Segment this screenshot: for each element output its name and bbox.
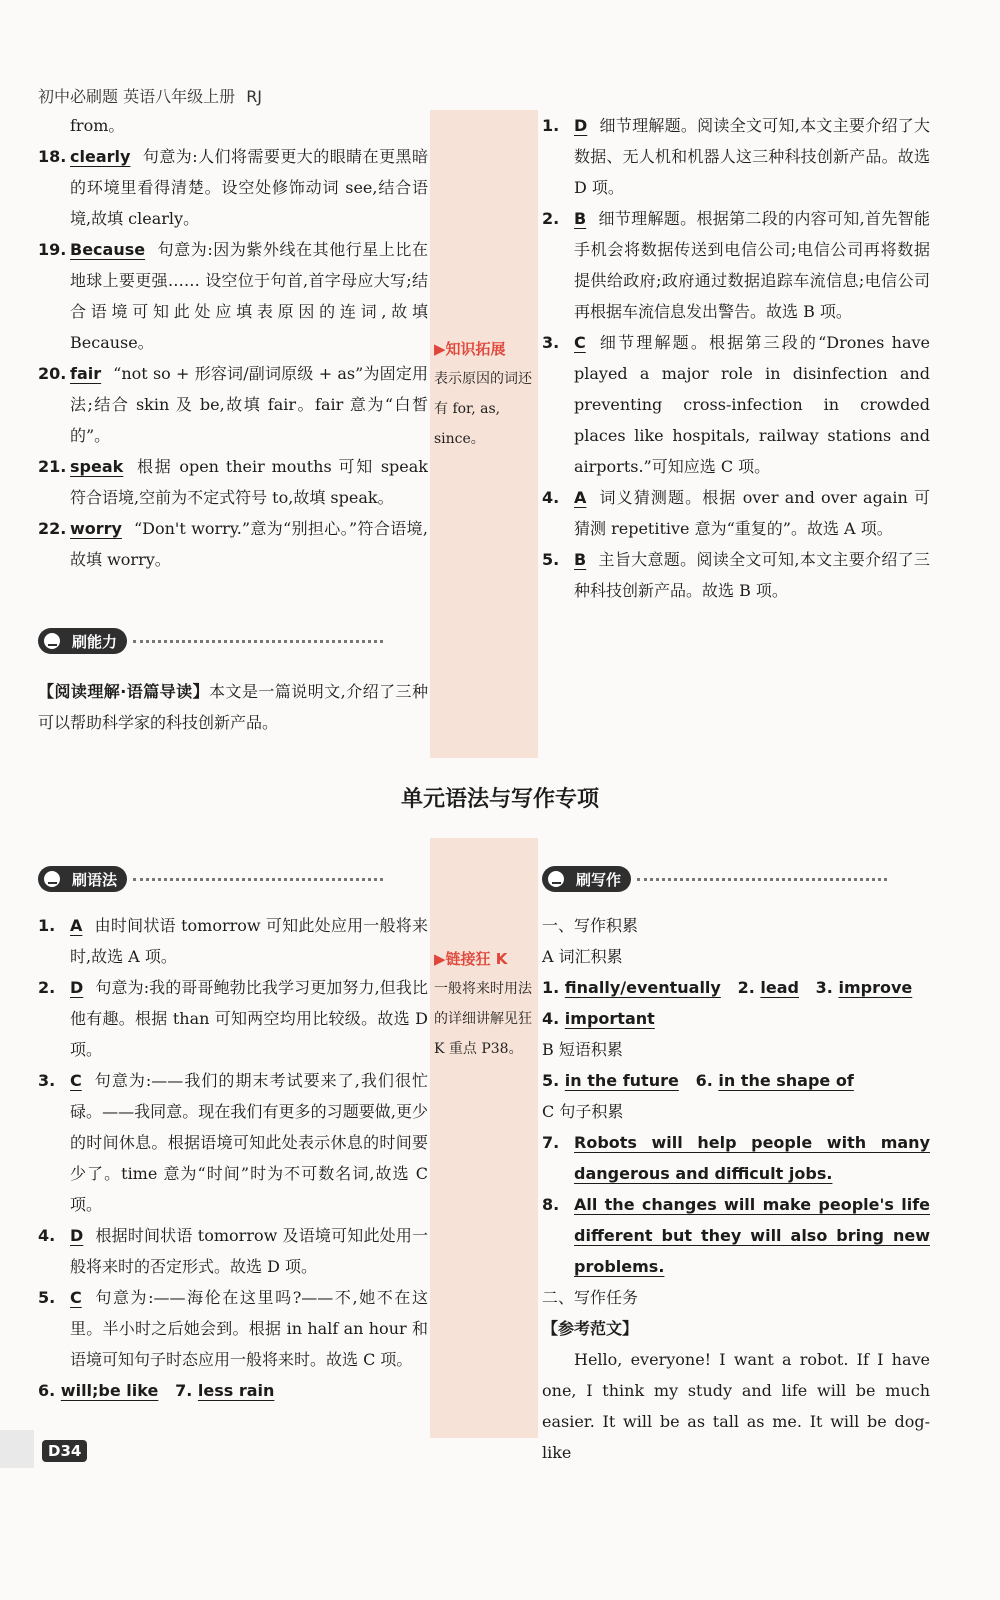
- item-answer: important: [564, 1009, 655, 1028]
- section-title: 单元语法与写作专项: [400, 787, 599, 812]
- item-number: 1.: [542, 116, 560, 135]
- answer-item: [542, 482, 930, 544]
- left-column-top: [38, 110, 428, 575]
- phrase-line: [542, 1065, 930, 1096]
- book-title: 初中必刷题 英语八年级上册: [38, 87, 236, 106]
- item-answer: in the future: [564, 1071, 679, 1090]
- answer-line-6-7: [38, 1375, 428, 1406]
- answer-item: [38, 358, 428, 451]
- item-number: 1.: [38, 916, 56, 935]
- item-number: 3.: [815, 978, 833, 997]
- dotted-divider: [637, 878, 887, 881]
- badge-label: 刷语法: [72, 870, 118, 889]
- item-answer: D: [70, 978, 84, 997]
- vocab-label: A 词汇积累: [542, 947, 623, 966]
- writing-heading: 一、写作积累: [542, 916, 639, 935]
- item-explanation: 根据 open their mouths 可知 speak 符合语境,空前为不定式符号 to,故填 speak。: [70, 457, 428, 507]
- dotted-divider: [133, 640, 383, 643]
- knowledge-extension-text: 表示原因的词还有 for, as, since。: [434, 371, 532, 447]
- answer-item: [38, 234, 428, 358]
- vocab-line: [542, 972, 930, 1003]
- item-explanation: 主旨大意题。阅读全文可知,本文主要介绍了三种科技创新产品。故选 B 项。: [574, 550, 930, 600]
- item-answer: B: [574, 209, 587, 228]
- lead-text: from。: [70, 116, 125, 135]
- item-explanation: “not so + 形容词/副词原级 + as”为固定用法;结合 skin 及 be,故填 fair。fair 意为“白皙的”。: [70, 364, 428, 445]
- item-explanation: 由时间状语 tomorrow 可知此处应用一般将来时,故选 A 项。: [70, 916, 428, 966]
- reading-guide: [38, 676, 428, 738]
- answer-item: [38, 910, 428, 972]
- item-number: 19.: [38, 240, 67, 259]
- item-number: 2.: [542, 209, 560, 228]
- item-number: 3.: [542, 333, 560, 352]
- ability-section-badge: [38, 626, 428, 656]
- answer-item: [38, 1065, 428, 1220]
- item-explanation: 根据时间状语 tomorrow 及语境可知此处用一般将来时的否定形式。故选 D 项。: [70, 1226, 428, 1276]
- sentence-text: Robots will help people with many dangerous and difficult jobs.: [574, 1133, 930, 1183]
- left-column-bottom: [38, 910, 428, 1406]
- badge-pill: [38, 866, 127, 892]
- item-answer: fair: [70, 364, 102, 383]
- item-answer: D: [70, 1226, 84, 1245]
- item-answer: C: [70, 1071, 82, 1090]
- edition-label: RJ: [246, 87, 263, 106]
- item-answer: less rain: [197, 1381, 275, 1400]
- item-answer: speak: [70, 457, 124, 476]
- item-number: 18.: [38, 147, 67, 166]
- item-explanation: 细节理解题。根据第二段的内容可知,首先智能手机会将数据传送到电信公司;电信公司再将数据提供给政府;政府通过数据追踪车流信息;电信公司再根据车流信息发出警告。故选 B 项。: [574, 209, 930, 321]
- sample-label: 【参考范文】: [542, 1319, 639, 1338]
- item-number: 6.: [695, 1071, 713, 1090]
- item-explanation: 句意为:我的哥哥鲍勃比我学习更加努力,但我比他有趣。根据 than 可知两空均用比较级。故选 D 项。: [70, 978, 428, 1059]
- item-number: 2.: [737, 978, 755, 997]
- sample-essay: Hello, everyone! I want a robot. If I have one, I think my study and life will be much easier. It will be as tall as me. It will be dog-like: [542, 1350, 930, 1462]
- item-explanation: 句意为:——海伦在这里吗?——不,她不在这里。半小时之后她会到。根据 in half an hour 和语境可知句子时态应用一般将来时。故选 C 项。: [70, 1288, 428, 1369]
- sentence-text: All the changes will make people's life different but they will also bring new problems.: [574, 1195, 930, 1276]
- sentence-label: C 句子积累: [542, 1102, 624, 1121]
- page-header: [38, 84, 262, 107]
- item-number: 21.: [38, 457, 67, 476]
- link-note-title: ▶链接狂 K: [434, 950, 508, 968]
- link-note: [434, 944, 534, 1064]
- badge-pill: [38, 628, 127, 654]
- grammar-section-badge: [38, 864, 428, 894]
- reading-guide-text: 本文是一篇说明文,介绍了三种可以帮助科学家的科技创新产品。: [38, 682, 428, 732]
- pencil-icon: [42, 869, 62, 889]
- answer-item: [38, 1282, 428, 1375]
- phrase-label: B 短语积累: [542, 1040, 623, 1059]
- item-answer: B: [574, 550, 587, 569]
- item-answer: lead: [760, 978, 799, 997]
- item-number: 5.: [542, 550, 560, 569]
- item-number: 7.: [542, 1133, 560, 1152]
- item-number: 20.: [38, 364, 67, 383]
- item-answer: clearly: [70, 147, 131, 166]
- item-answer: worry: [70, 519, 122, 538]
- item-explanation: 词义猜测题。根据 over and over again 可猜测 repetitive 意为“重复的”。故选 A 项。: [574, 488, 930, 538]
- knowledge-extension-title: ▶知识拓展: [434, 340, 506, 358]
- writing-task-heading: 二、写作任务: [542, 1288, 639, 1307]
- item-number: 8.: [542, 1195, 560, 1214]
- answer-item: [38, 141, 428, 234]
- item-number: 2.: [38, 978, 56, 997]
- page-number: D34: [42, 1440, 87, 1462]
- answer-item: [542, 544, 930, 606]
- item-answer: Because: [70, 240, 146, 259]
- right-column-bottom: [542, 910, 930, 1468]
- item-explanation: 句意为:人们将需要更大的眼睛在更黑暗的环境里看得清楚。设空处修饰动词 see,结合语境,故填 clearly。: [70, 147, 428, 228]
- item-explanation: “Don't worry.”意为“别担心。”符合语境,故填 worry。: [70, 519, 428, 569]
- badge-label: 刷写作: [576, 870, 622, 889]
- pencil-icon: [42, 631, 62, 651]
- item-number: 6.: [38, 1381, 56, 1400]
- item-explanation: 句意为:因为紫外线在其他行星上比在地球上要更强…… 设空位于句首,首字母应大写;结合语境可知此处应填表原因的连词,故填 Because。: [70, 240, 428, 352]
- item-number: 4.: [542, 488, 560, 507]
- answer-item: [542, 327, 930, 482]
- item-answer: C: [70, 1288, 82, 1307]
- sentence-item: [542, 1189, 930, 1282]
- writing-section-badge: [542, 864, 930, 894]
- item-number: 5.: [38, 1288, 56, 1307]
- pencil-icon: [546, 869, 566, 889]
- item-answer: finally/eventually: [564, 978, 721, 997]
- link-note-text: 一般将来时用法的详细讲解见狂 K 重点 P38。: [434, 981, 532, 1057]
- page-edge-tab: [0, 1430, 34, 1468]
- item-explanation: 细节理解题。阅读全文可知,本文主要介绍了大数据、无人机和机器人这三种科技创新产品。故选 D 项。: [574, 116, 930, 197]
- item-number: 7.: [175, 1381, 193, 1400]
- answer-item: [542, 110, 930, 203]
- answer-item: [38, 972, 428, 1065]
- item-number: 3.: [38, 1071, 56, 1090]
- answer-item: [38, 451, 428, 513]
- item-answer: D: [574, 116, 588, 135]
- item-answer: A: [70, 916, 83, 935]
- item-answer: will;be like: [60, 1381, 159, 1400]
- reading-guide-paragraph: [38, 676, 428, 738]
- item-answer: A: [574, 488, 587, 507]
- vocab-line: [542, 1003, 930, 1034]
- dotted-divider: [133, 878, 383, 881]
- sidebar-panel-bottom: [430, 838, 538, 1438]
- answer-item: [542, 203, 930, 327]
- badge-label: 刷能力: [72, 632, 118, 651]
- badge-pill: [542, 866, 631, 892]
- item-answer: improve: [838, 978, 913, 997]
- item-number: 1.: [542, 978, 560, 997]
- answer-item: [38, 1220, 428, 1282]
- sentence-item: [542, 1127, 930, 1189]
- item-number: 4.: [38, 1226, 56, 1245]
- answer-item: [38, 513, 428, 575]
- right-column-top: [542, 110, 930, 606]
- item-answer: C: [574, 333, 586, 352]
- item-number: 4.: [542, 1009, 560, 1028]
- reading-guide-label: 【阅读理解·语篇导读】: [38, 682, 210, 701]
- item-number: 22.: [38, 519, 67, 538]
- item-explanation: 细节理解题。根据第三段的“Drones have played a major role in disinfection and preventing cross-infection in crowded places like hospitals, railway stations and airports.”可知应选 C 项。: [574, 333, 930, 476]
- item-number: 5.: [542, 1071, 560, 1090]
- item-explanation: 句意为:——我们的期末考试要来了,我们很忙碌。——我同意。现在我们有更多的习题要做,更少的时间休息。根据语境可知此处表示休息的时间要少了。time 意为“时间”时为不可数名词,故选 C 项。: [70, 1071, 428, 1214]
- knowledge-extension-note: [434, 334, 534, 454]
- item-answer: in the shape of: [718, 1071, 854, 1090]
